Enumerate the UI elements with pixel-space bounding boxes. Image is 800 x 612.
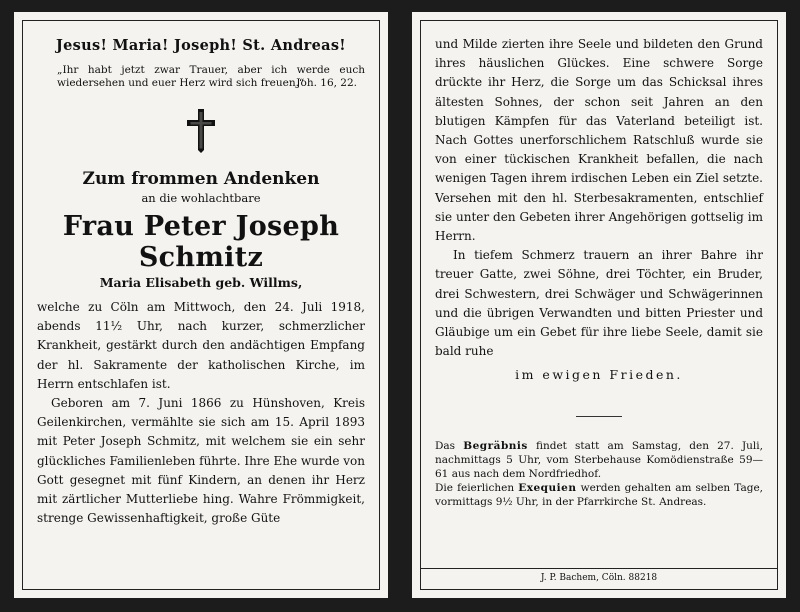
left-card-border <box>22 20 380 590</box>
biography-continued-paragraph: und Milde zierten ihre Seele und bildeten den Grund ihres häuslichen Glückes. Eine schwere Sorge drückte ihr Herz, die Sorge um das Schicksal ihres ältesten Sohnes, der schon seit Jahren an den blutigen Kämpfen für das Vaterland beteiligt ist. Nach Gottes unerforschlichem Ratschluß wurde sie von einer tückischen Krankheit befallen, die nach wenigen Tagen ihrem irdischen Leben ein Ziel setzte. Versehen mit den hl. Sterbesakramenten, entschlief sie unter den Gebeten ihrer Angehörigen gottselig im Herrn. <box>435 37 763 244</box>
exequies-intro: Die feierlichen <box>435 482 515 495</box>
right-card <box>412 12 786 598</box>
burial-intro: Das <box>435 440 456 453</box>
memorial-subtitle: an die wohlachtbare <box>141 191 261 205</box>
deceased-maiden-name: Maria Elisabeth geb. Willms, <box>99 275 303 290</box>
memorial-title: Zum frommen Andenken <box>82 169 320 189</box>
divider-rule <box>576 416 622 417</box>
left-card <box>14 12 388 598</box>
deceased-name: Frau Peter Joseph Schmitz <box>62 211 340 273</box>
funeral-notice <box>435 439 763 509</box>
bible-quote-reference: Joh. 16, 22. <box>296 77 357 89</box>
biography-paragraph: Geboren am 7. Juni 1866 zu Hünshoven, Kreis Geilenkirchen, vermählte sie sich am 15. April 1893 mit Peter Joseph Schmitz, mit welchem sie ein sehr glückliches Familienleben führte. Ihre Ehe wurde von Gott gesegnet mit fünf Kindern, an denen ihr Herz mit zärtlicher Mutterliebe hing. Wahre Frömmigkeit, strenge Gewissenhaftigkeit, große Güte <box>37 396 365 526</box>
right-card-border <box>420 20 778 590</box>
exequies-keyword: Exequien <box>518 482 577 495</box>
printer-imprint: J. P. Bachem, Cöln. 88218 <box>421 568 777 583</box>
death-paragraph: welche zu Cöln am Mittwoch, den 24. Juli 1918, abends 11½ Uhr, nach kurzer, schmerzlicher Krankheit, gestärkt durch den andächtigen Empfang der hl. Sakramente der katholischen Kirche, im Herrn entschlafen ist. <box>37 300 365 391</box>
latin-cross-icon <box>186 109 216 153</box>
burial-notice <box>435 439 763 481</box>
burial-keyword: Begräbnis <box>463 440 528 453</box>
mourners-paragraph: In tiefem Schmerz trauern an ihrer Bahre ihr treuer Gatte, zwei Söhne, drei Töchter, ein Bruder, drei Schwestern, drei Schwäger und Schwägerinnen und die übrigen Verwandten und bitten Priester und Gläubige um ein Gebet für ihre liebe Seele, damit sie bald ruhe <box>435 248 763 359</box>
burial-text: findet statt am Samstag, den 27. Juli, nachmittags 5 Uhr, vom Sterbehause Komödienstraße 59—61 aus nach dem Nordfriedhof. <box>435 440 763 481</box>
bible-quote: „Ihr habt jetzt zwar Trauer, aber ich werde euch wiedersehen und euer Herz wird sich freuen.“ <box>57 64 365 89</box>
exequies-text: werden gehalten am selben Tage, vormittags 9½ Uhr, in der Pfarrkirche St. Andreas. <box>435 482 763 509</box>
closing-line: im ewigen Frieden. <box>515 367 683 383</box>
invocation-heading: Jesus! Maria! Joseph! St. Andreas! <box>56 37 346 54</box>
exequies-notice <box>435 481 763 509</box>
